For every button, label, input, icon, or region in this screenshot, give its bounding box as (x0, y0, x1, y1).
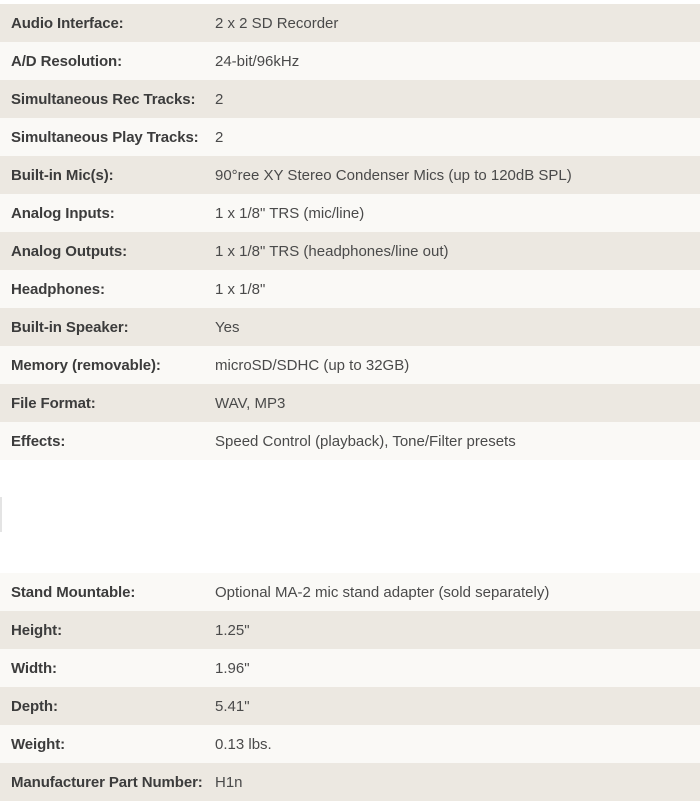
spec-label: Audio Interface: (11, 14, 124, 32)
spec-value: 90°ree XY Stereo Condenser Mics (up to 120dB SPL) (215, 166, 572, 184)
spec-row-memory (0, 346, 700, 384)
spec-label: Stand Mountable: (11, 583, 136, 601)
spec-row-built-in-speaker (0, 308, 700, 346)
spec-label: Analog Inputs: (11, 204, 115, 222)
spec-label: Effects: (11, 432, 66, 450)
spec-label: Analog Outputs: (11, 242, 127, 260)
spec-row-simultaneous-play-tracks (0, 118, 700, 156)
spec-label: File Format: (11, 394, 96, 412)
spec-row-file-format (0, 384, 700, 422)
spec-label: Simultaneous Play Tracks: (11, 128, 199, 146)
spec-value: 2 (215, 90, 224, 108)
spec-table-general (0, 4, 700, 460)
spec-row-weight (0, 725, 700, 763)
spec-value: Yes (215, 318, 240, 336)
spec-label: Simultaneous Rec Tracks: (11, 90, 196, 108)
spec-value: Speed Control (playback), Tone/Filter presets (215, 432, 516, 450)
section-gap (0, 460, 700, 573)
spec-table-physical (0, 573, 700, 801)
spec-row-effects (0, 422, 700, 460)
spec-row-manufacturer-part-number (0, 763, 700, 801)
spec-value: 0.13 lbs. (215, 735, 272, 753)
spec-value: 2 x 2 SD Recorder (215, 14, 339, 32)
spec-row-analog-inputs (0, 194, 700, 232)
spec-label: A/D Resolution: (11, 52, 122, 70)
spec-value: 24-bit/96kHz (215, 52, 300, 70)
spec-value: 1 x 1/8" TRS (headphones/line out) (215, 242, 449, 260)
spec-label: Manufacturer Part Number: (11, 773, 203, 791)
spec-value: 1.96" (215, 659, 250, 677)
spec-row-headphones (0, 270, 700, 308)
spec-row-stand-mountable (0, 573, 700, 611)
spec-value: Optional MA-2 mic stand adapter (sold separately) (215, 583, 550, 601)
spec-row-ad-resolution (0, 42, 700, 80)
spec-row-simultaneous-rec-tracks (0, 80, 700, 118)
spec-row-audio-interface (0, 4, 700, 42)
spec-row-height (0, 611, 700, 649)
spec-row-analog-outputs (0, 232, 700, 270)
spec-label: Built-in Mic(s): (11, 166, 114, 184)
spec-value: 1 x 1/8" (215, 280, 266, 298)
spec-label: Width: (11, 659, 57, 677)
spec-value: 5.41" (215, 697, 250, 715)
spec-value: H1n (215, 773, 243, 791)
partial-element-left-edge (0, 497, 2, 532)
spec-sheet-page (0, 4, 700, 804)
spec-row-width (0, 649, 700, 687)
spec-row-depth (0, 687, 700, 725)
spec-label: Height: (11, 621, 62, 639)
spec-label: Headphones: (11, 280, 105, 298)
spec-label: Depth: (11, 697, 58, 715)
spec-label: Built-in Speaker: (11, 318, 129, 336)
spec-value: WAV, MP3 (215, 394, 286, 412)
spec-label: Memory (removable): (11, 356, 161, 374)
spec-value: 2 (215, 128, 224, 146)
spec-value: microSD/SDHC (up to 32GB) (215, 356, 410, 374)
spec-label: Weight: (11, 735, 66, 753)
spec-row-built-in-mics (0, 156, 700, 194)
spec-value: 1.25" (215, 621, 250, 639)
spec-value: 1 x 1/8" TRS (mic/line) (215, 204, 365, 222)
